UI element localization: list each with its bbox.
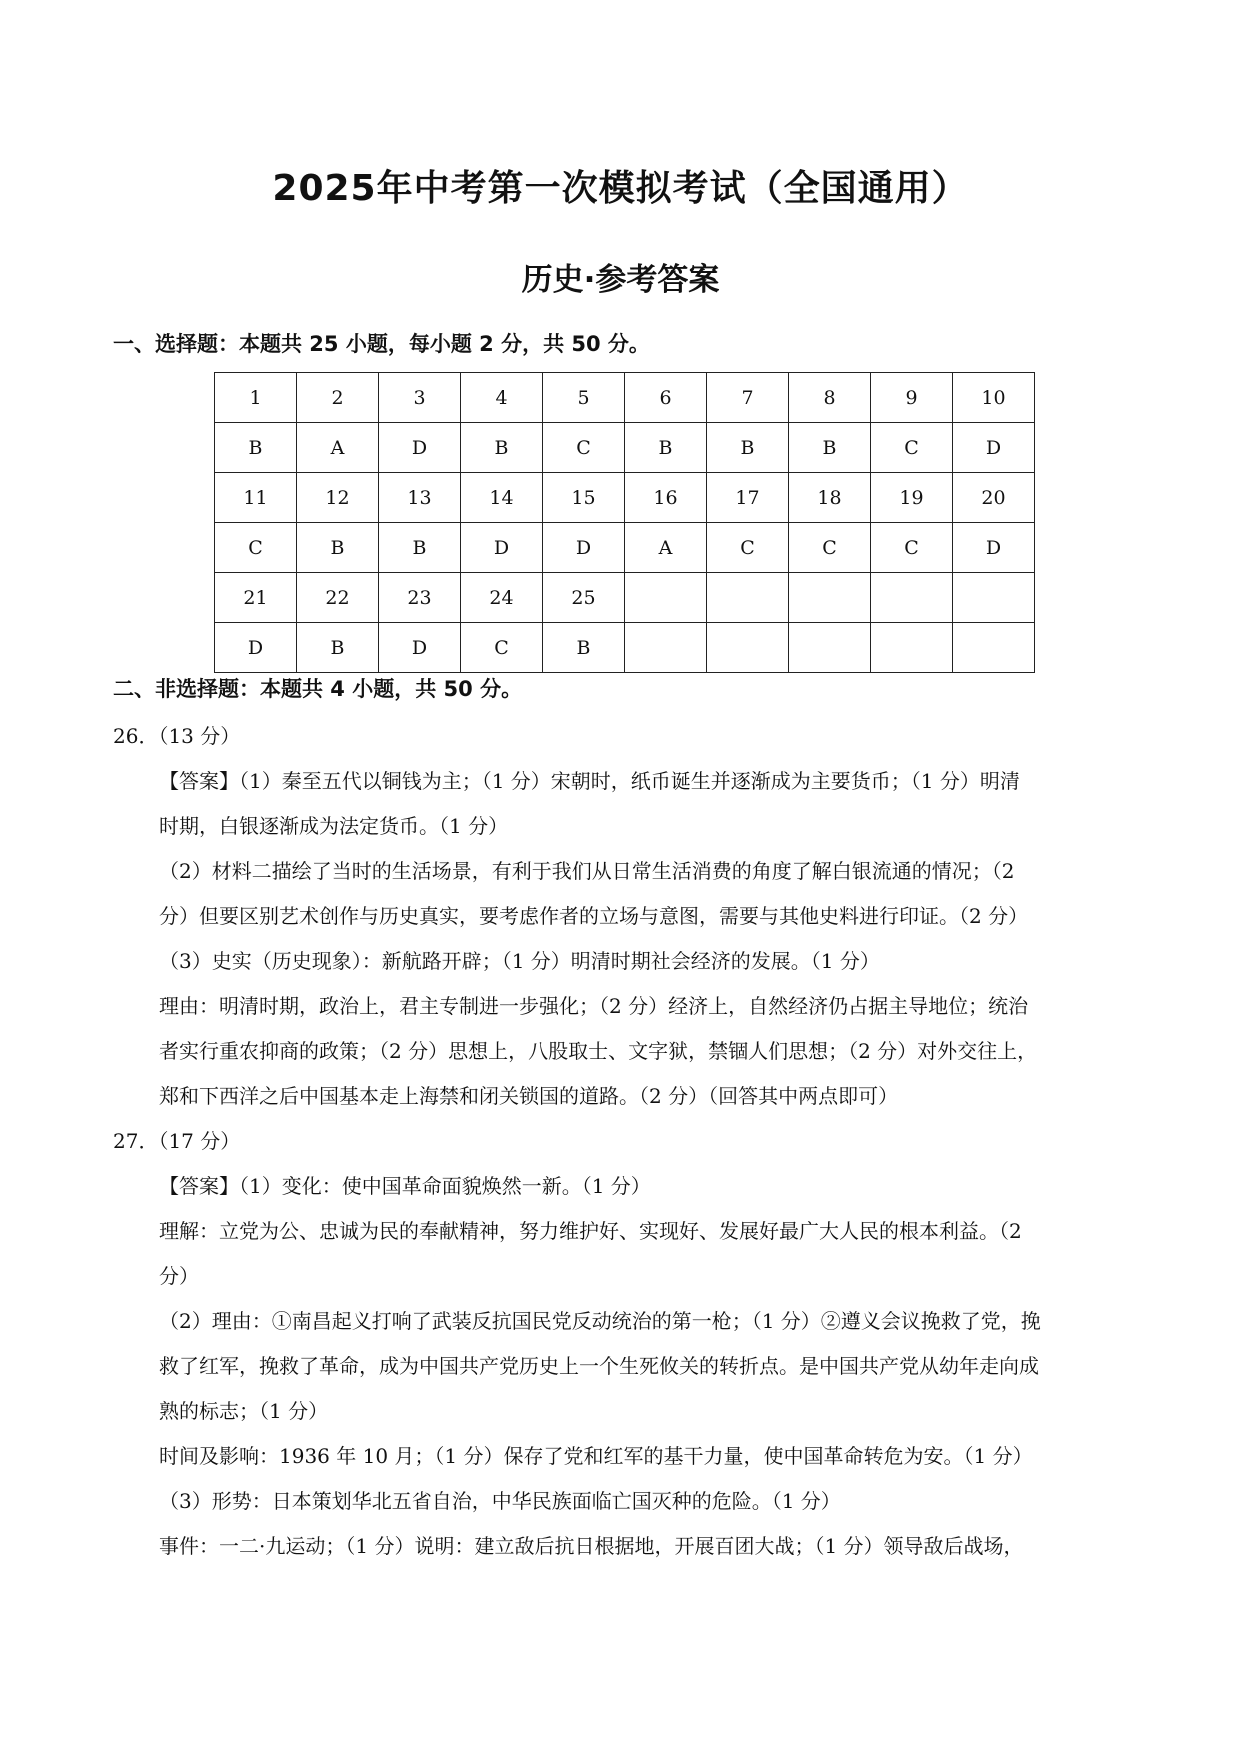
answer-letter-cell: B	[297, 623, 379, 673]
answer-letter-cell: C	[707, 523, 789, 573]
question-26-heading: 26．（13 分）	[113, 724, 241, 748]
answer-letter-cell	[707, 623, 789, 673]
q27-line: （2）理由：①南昌起义打响了武装反抗国民党反动统治的第一枪；（1 分）②遵义会议挽救了党，挽	[159, 1309, 1041, 1333]
question-number-cell: 10	[953, 373, 1035, 423]
q26-line: 分）但要区别艺术创作与历史真实，要考虑作者的立场与意图，需要与其他史料进行印证。（2 分）	[159, 904, 1029, 928]
answer-letter-cell: B	[215, 423, 297, 473]
answer-table-row	[215, 523, 1035, 573]
question-number-cell: 20	[953, 473, 1035, 523]
answer-letter-cell: B	[379, 523, 461, 573]
answer-table-row	[215, 623, 1035, 673]
question-number-cell: 13	[379, 473, 461, 523]
question-number-cell: 21	[215, 573, 297, 623]
question-number-cell: 5	[543, 373, 625, 423]
answer-letter-cell	[871, 623, 953, 673]
question-number-cell: 12	[297, 473, 379, 523]
q27-line: 理解：立党为公、忠诚为民的奉献精神，努力维护好、实现好、发展好最广大人民的根本利益。（2	[159, 1219, 1022, 1243]
page-subtitle: 历史·参考答案	[521, 262, 720, 298]
q26-line: 时期，白银逐渐成为法定货币。（1 分）	[159, 814, 509, 838]
q27-line: 救了红军，挽救了革命，成为中国共产党历史上一个生死攸关的转折点。是中国共产党从幼年走向成	[159, 1354, 1039, 1378]
answer-letter-cell: B	[297, 523, 379, 573]
question-number-cell: 25	[543, 573, 625, 623]
question-number-cell: 15	[543, 473, 625, 523]
question-number-cell: 14	[461, 473, 543, 523]
answer-table-row	[215, 423, 1035, 473]
question-number-cell: 23	[379, 573, 461, 623]
answer-letter-cell: C	[543, 423, 625, 473]
answer-letter-cell: D	[379, 623, 461, 673]
question-number-cell	[625, 573, 707, 623]
section-heading-nonchoice: 二、非选择题：本题共 4 小题，共 50 分。	[113, 677, 523, 701]
q27-line: 分）	[159, 1264, 199, 1288]
question-number-cell: 17	[707, 473, 789, 523]
answer-letter-cell: D	[953, 423, 1035, 473]
answer-letter-cell: B	[789, 423, 871, 473]
answer-letter-cell: D	[379, 423, 461, 473]
q26-line: 【答案】（1）秦至五代以铜钱为主；（1 分）宋朝时，纸币诞生并逐渐成为主要货币；（1 分）明清	[159, 769, 1020, 793]
answer-letter-cell: C	[461, 623, 543, 673]
answer-letter-cell: A	[297, 423, 379, 473]
question-27-heading: 27．（17 分）	[113, 1129, 241, 1153]
question-number-cell: 1	[215, 373, 297, 423]
question-number-cell: 6	[625, 373, 707, 423]
q26-line: （2）材料二描绘了当时的生活场景，有利于我们从日常生活消费的角度了解白银流通的情况；（2	[159, 859, 1015, 883]
answer-letter-cell: C	[871, 523, 953, 573]
question-number-cell: 16	[625, 473, 707, 523]
q26-line: （3）史实（历史现象）：新航路开辟；（1 分）明清时期社会经济的发展。（1 分）	[159, 949, 880, 973]
question-number-cell	[871, 573, 953, 623]
section-heading-choice: 一、选择题：本题共 25 小题，每小题 2 分，共 50 分。	[113, 332, 650, 356]
question-number-cell: 11	[215, 473, 297, 523]
q27-line: 事件：一二·九运动；（1 分）说明：建立敌后抗日根据地，开展百团大战；（1 分）领导敌后战场，	[159, 1534, 1024, 1558]
answer-letter-cell: D	[953, 523, 1035, 573]
q26-line: 者实行重农抑商的政策；（2 分）思想上，八股取士、文字狱，禁锢人们思想；（2 分）对外交往上，	[159, 1039, 1038, 1063]
answer-table-row	[215, 473, 1035, 523]
q27-line: 【答案】（1）变化：使中国革命面貌焕然一新。（1 分）	[159, 1174, 651, 1198]
q27-line: 时间及影响：1936 年 10 月；（1 分）保存了党和红军的基干力量，使中国革命转危为安。（1 分）	[159, 1444, 1033, 1468]
question-number-cell	[953, 573, 1035, 623]
answer-letter-cell: C	[871, 423, 953, 473]
answer-letter-cell: A	[625, 523, 707, 573]
answer-table-row	[215, 373, 1035, 423]
question-number-cell: 22	[297, 573, 379, 623]
page-title: 2025年中考第一次模拟考试（全国通用）	[272, 168, 969, 209]
question-number-cell: 18	[789, 473, 871, 523]
answer-letter-cell: B	[543, 623, 625, 673]
answer-table	[214, 372, 1035, 673]
answer-letter-cell	[789, 623, 871, 673]
question-number-cell: 24	[461, 573, 543, 623]
question-number-cell	[707, 573, 789, 623]
answer-letter-cell: D	[461, 523, 543, 573]
q27-line: 熟的标志；（1 分）	[159, 1399, 329, 1423]
answer-letter-cell: B	[625, 423, 707, 473]
q26-line: 理由：明清时期，政治上，君主专制进一步强化；（2 分）经济上，自然经济仍占据主导地位；统治	[159, 994, 1029, 1018]
question-number-cell: 7	[707, 373, 789, 423]
answer-letter-cell: B	[707, 423, 789, 473]
question-number-cell: 3	[379, 373, 461, 423]
answer-letter-cell: B	[461, 423, 543, 473]
q27-line: （3）形势：日本策划华北五省自治，中华民族面临亡国灭种的危险。（1 分）	[159, 1489, 841, 1513]
answer-letter-cell: D	[215, 623, 297, 673]
answer-table-row	[215, 573, 1035, 623]
answer-letter-cell: C	[789, 523, 871, 573]
question-number-cell: 9	[871, 373, 953, 423]
question-number-cell	[789, 573, 871, 623]
question-number-cell: 2	[297, 373, 379, 423]
q26-line: 郑和下西洋之后中国基本走上海禁和闭关锁国的道路。（2 分）（回答其中两点即可）	[159, 1084, 899, 1108]
question-number-cell: 8	[789, 373, 871, 423]
answer-letter-cell: D	[543, 523, 625, 573]
answer-letter-cell	[953, 623, 1035, 673]
answer-letter-cell	[625, 623, 707, 673]
question-number-cell: 4	[461, 373, 543, 423]
answer-letter-cell: C	[215, 523, 297, 573]
question-number-cell: 19	[871, 473, 953, 523]
